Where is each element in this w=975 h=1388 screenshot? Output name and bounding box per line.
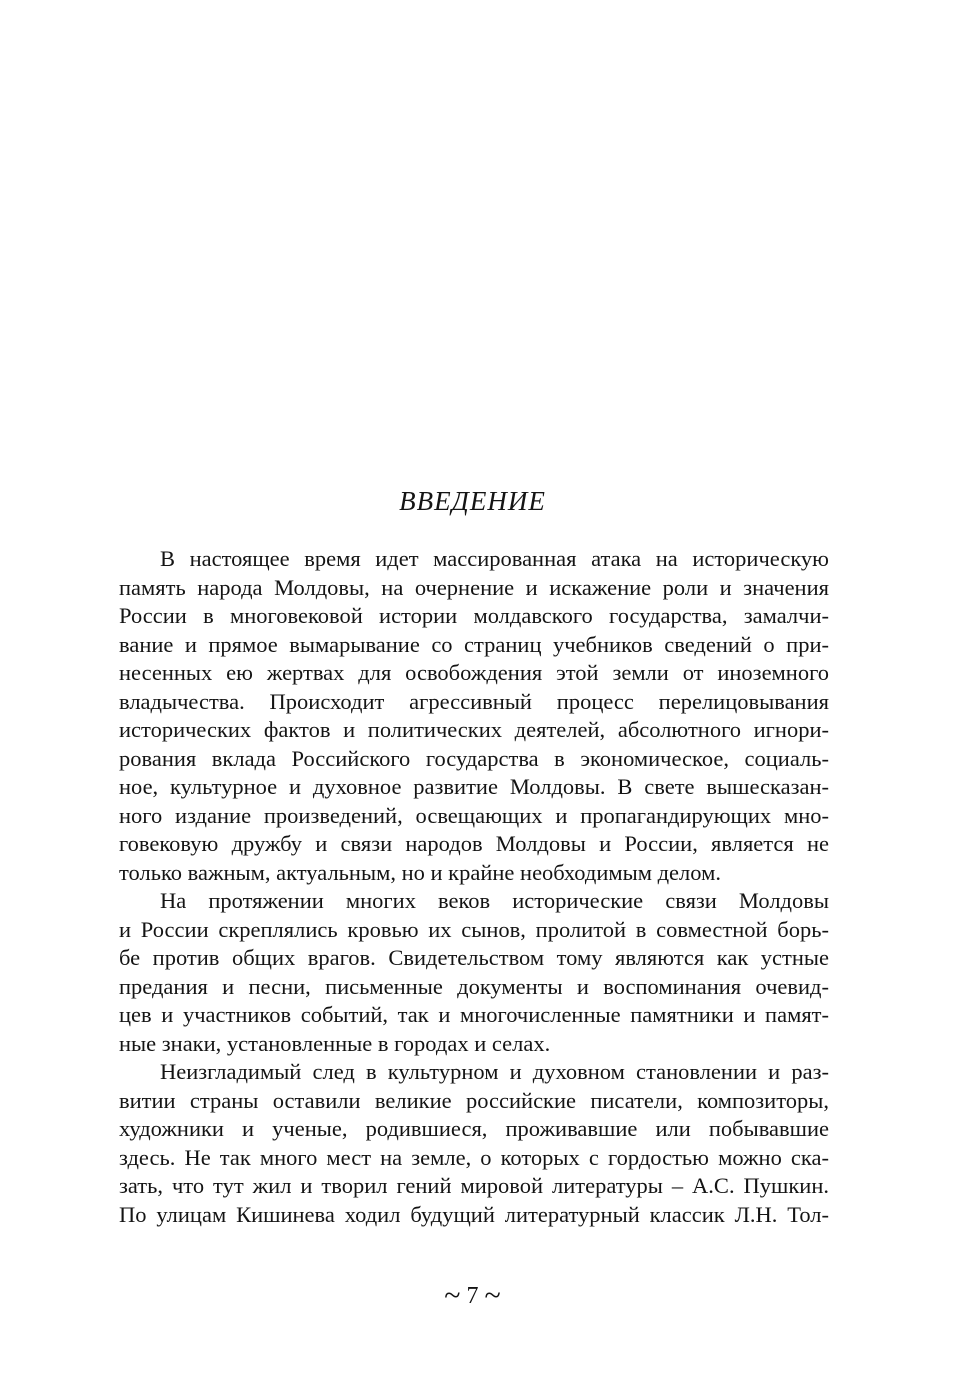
text-line: ное, культурное и духовное развитие Молдовы. В свете вышесказан- [119,774,829,799]
text-line: только важным, актуальным, но и крайне необходимым делом. [119,859,721,885]
page-number-value: 7 [466,1283,479,1309]
text-line: Неизгладимый след в культурном и духовном становлении и раз- [160,1059,829,1084]
text-line: вание и прямое вымарывание со страниц учебников сведений о при- [119,631,829,657]
text-line: ного издание произведений, освещающих и пропагандирующих мно- [119,802,829,828]
chapter-title: ВВЕДЕНИЕ [399,486,546,516]
text-line: витии страны оставили великие российские писатели, композиторы, [119,1087,829,1113]
text-line: В настоящее время идет массированная атака на историческую [160,546,829,571]
tilde-left-ornament: ~ [444,1279,461,1312]
text-line: ные знаки, установленные в городах и селах. [119,1030,551,1056]
text-line: предания и песни, письменные документы и воспоминания очевид- [119,973,829,999]
body-text [119,545,829,1229]
page-number [0,1281,945,1311]
text-line: несенных ею жертвах для освобождения этой земли от иноземного [119,660,829,685]
text-line: рования вклада Российского государства в экономическое, социаль- [119,745,829,771]
text-line: художники и ученые, родившиеся, проживавшие или побывавшие [119,1116,829,1141]
text-line: память народа Молдовы, на очернение и искажение роли и значения [119,574,829,600]
text-line: России в многовековой истории молдавского государства, замалчи- [119,603,829,628]
tilde-right-ornament: ~ [484,1279,501,1312]
text-line: говековую дружбу и связи народов Молдовы и России, является не [119,831,829,856]
text-line: и России скреплялись кровью их сынов, пролитой в совместной борь- [119,916,829,942]
text-line: владычества. Происходит агрессивный процесс перелицовывания [119,688,829,714]
text-line: бе против общих врагов. Свидетельством тому являются как устные [119,945,829,970]
text-line: здесь. Не так много мест на земле, о которых с гордостью можно ска- [119,1144,829,1170]
text-line: цев и участников событий, так и многочисленные памятники и памят- [119,1002,829,1027]
text-line: На протяжении многих веков исторические связи Молдовы [160,888,829,913]
text-line: исторических фактов и политических деятелей, абсолютного игнори- [119,717,829,742]
text-line: зать, что тут жил и творил гений мировой литературы – А.С. Пушкин. [119,1173,829,1198]
text-line: По улицам Кишинева ходил будущий литературный классик Л.Н. Тол- [119,1201,829,1227]
